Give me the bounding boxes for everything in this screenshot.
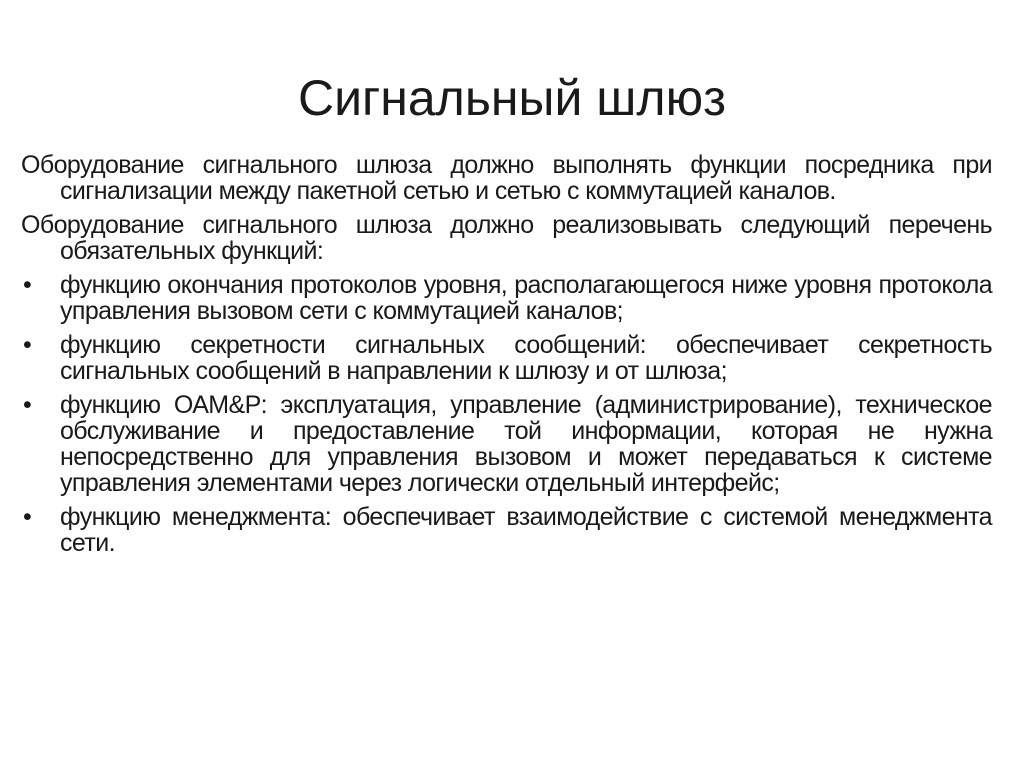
bullet-icon: •: [23, 331, 32, 359]
list-item: [21, 392, 992, 496]
list-item-text: функцию секретности сигнальных сообщений: обеспечивает секретность сигнальных сообщений в направлении к шлюзу и от шлюза;: [60, 331, 992, 385]
list-item: [21, 272, 992, 324]
list-item: [21, 332, 992, 384]
intro-paragraph-1: Оборудование сигнального шлюза должно выполнять функции посредника при сигнализации между пакетной сетью и сетью с коммутацией каналов.: [21, 151, 992, 205]
list-item-text: функцию ОАМ&P: эксплуатация, управление (администрирование), техническое обслуживание и предоставление той информации, которая не нужна непосредственно для управления вызовом и может передаваться к системе управления элементами через логически отдельный интерфейс;: [60, 391, 992, 497]
slide-body: [21, 152, 992, 564]
bullet-icon: •: [23, 391, 32, 419]
bullet-icon: •: [23, 503, 32, 531]
intro-paragraph-2: Оборудование сигнального шлюза должно реализовывать следующий перечень обязательных функций:: [21, 211, 992, 265]
list-item-text: функцию окончания протоколов уровня, располагающегося ниже уровня протокола управления вызовом сети с коммутацией каналов;: [60, 271, 992, 325]
list-item-text: функцию менеджмента: обеспечивает взаимодействие с системой менеджмента сети.: [60, 503, 992, 557]
bullet-icon: •: [23, 271, 32, 299]
list-item: [21, 504, 992, 556]
function-list: [21, 272, 992, 556]
slide-title: Сигнальный шлюз: [297, 70, 726, 126]
